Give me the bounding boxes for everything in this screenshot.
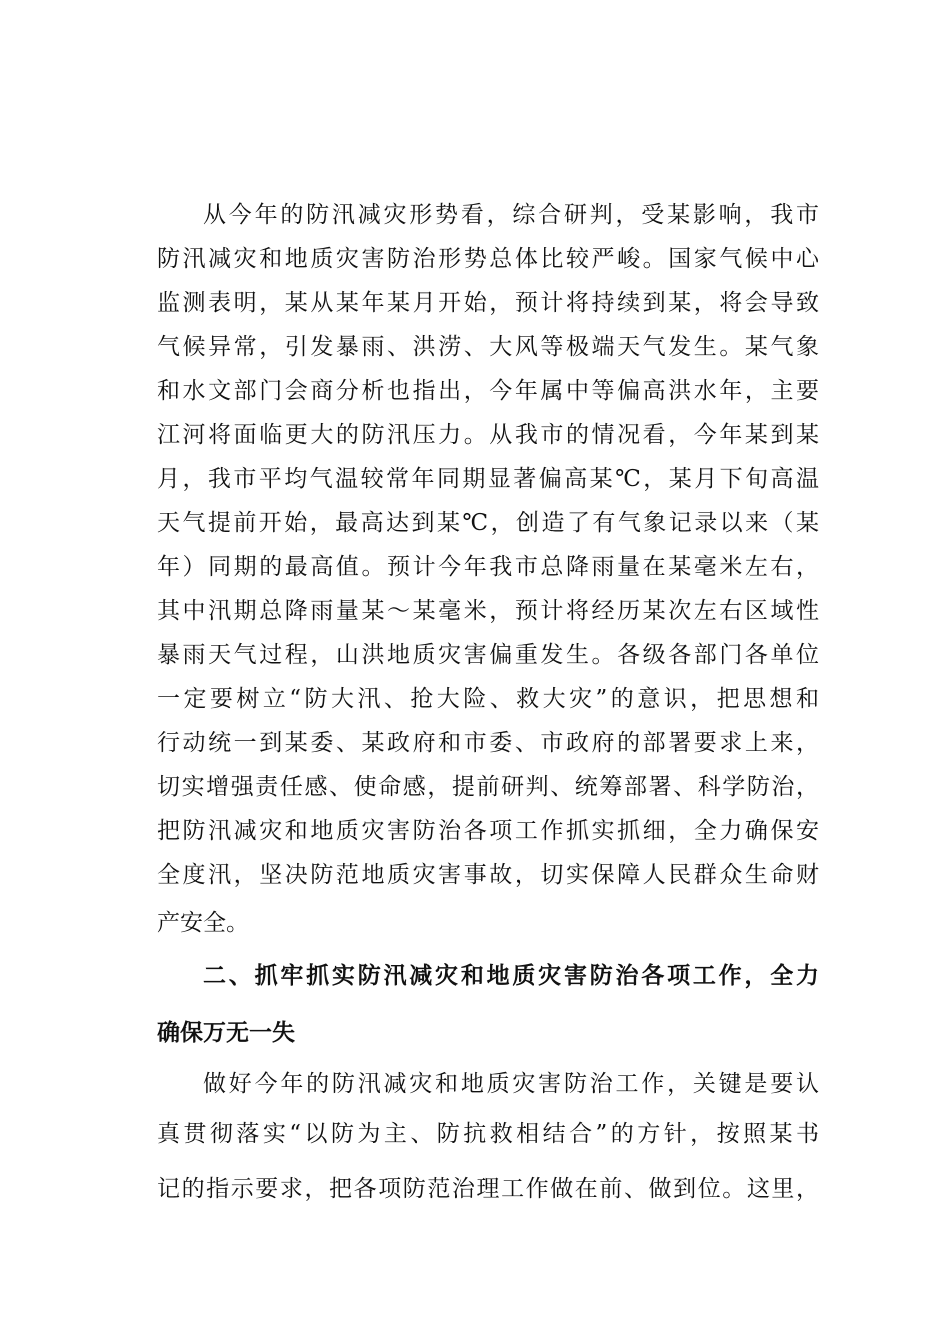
paragraph-1-line: 和水文部门会商分析也指出，今年属中等偏高洪水年，主要 <box>157 378 819 404</box>
paragraph-1-line: 江河将面临更大的防汛压力。从我市的情况看，今年某到某 <box>157 422 819 448</box>
paragraph-1-line: 暴雨天气过程，山洪地质灾害偏重发生。各级各部门各单位 <box>157 642 819 668</box>
paragraph-2-line: 真贯彻落实“以防为主、防抗救相结合”的方针，按照某书 <box>157 1121 819 1147</box>
paragraph-1-line: 行动统一到某委、某政府和市委、市政府的部署要求上来， <box>157 730 819 756</box>
section-heading: 二、抓牢抓实防汛减灾和地质灾害防治各项工作，全力 <box>203 963 819 989</box>
paragraph-1-line: 气候异常，引发暴雨、洪涝、大风等极端天气发生。某气象 <box>157 334 819 360</box>
section-heading: 确保万无一失 <box>157 1020 295 1046</box>
paragraph-1-line: 把防汛减灾和地质灾害防治各项工作抓实抓细，全力确保安 <box>157 818 819 844</box>
paragraph-1-line: 切实增强责任感、使命感，提前研判、统筹部署、科学防治， <box>157 774 819 800</box>
paragraph-2-line: 做好今年的防汛减灾和地质灾害防治工作，关键是要认 <box>203 1071 819 1097</box>
paragraph-1-line: 年）同期的最高值。预计今年我市总降雨量在某毫米左右， <box>157 554 819 580</box>
paragraph-1-line: 其中汛期总降雨量某～某毫米，预计将经历某次左右区域性 <box>157 598 819 624</box>
paragraph-2-line: 记的指示要求，把各项防范治理工作做在前、做到位。这里， <box>157 1176 819 1202</box>
paragraph-1-line: 全度汛，坚决防范地质灾害事故，切实保障人民群众生命财 <box>157 862 819 888</box>
paragraph-1-line: 天气提前开始，最高达到某℃，创造了有气象记录以来（某 <box>157 510 819 536</box>
paragraph-1-line: 防汛减灾和地质灾害防治形势总体比较严峻。国家气候中心 <box>157 246 819 272</box>
paragraph-1-line: 从今年的防汛减灾形势看，综合研判，受某影响，我市 <box>203 202 819 228</box>
paragraph-1-line: 监测表明，某从某年某月开始，预计将持续到某，将会导致 <box>157 290 819 316</box>
paragraph-1-line: 一定要树立“防大汛、抢大险、救大灾”的意识，把思想和 <box>157 686 819 712</box>
paragraph-1-line: 产安全。 <box>157 910 249 936</box>
paragraph-1-line: 月，我市平均气温较常年同期显著偏高某℃，某月下旬高温 <box>157 466 819 492</box>
